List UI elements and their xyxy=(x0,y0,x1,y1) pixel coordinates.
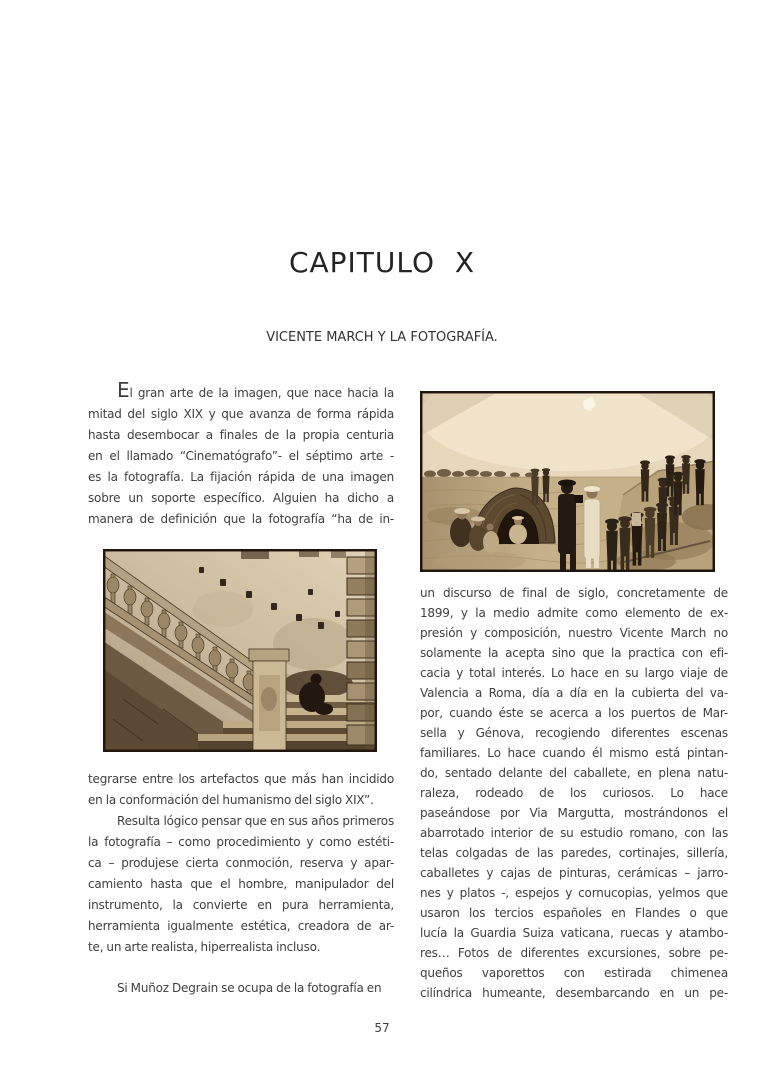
text-line: un discurso de final de siglo, concretamente de xyxy=(420,586,728,600)
text-line: raleza, rodeado de los curiosos. Lo hace xyxy=(420,786,728,800)
staircase-photo-art xyxy=(103,549,377,752)
text-line: res… Fotos de diferentes excursiones, sobre pe- xyxy=(420,946,728,960)
text-line: caballetes y cajas de pinturas, cerámicas – jarro- xyxy=(420,866,728,880)
text-line: cacia y total interés. Lo hace en su largo viaje de xyxy=(420,666,728,680)
text-line: Si Muñoz Degrain se ocupa de la fotografía en xyxy=(117,981,382,995)
text-line: nes y platos -, espejos y cornucopias, yelmos que xyxy=(420,886,728,900)
text-line: Resulta lógico pensar que en sus años primeros xyxy=(117,814,394,828)
text-line: cilíndrica humeante, desembarcando en un pe- xyxy=(420,986,728,1000)
text-line: sobre un soporte específico. Alguien ha dicho a xyxy=(88,491,394,505)
text-line: queños vaporettos con estirada chimenea xyxy=(420,966,728,980)
staircase-photo xyxy=(103,549,377,752)
text-line: por, cuando éste se acerca a los puertos de Mar- xyxy=(420,706,728,720)
page-number: 57 xyxy=(374,1021,390,1035)
text-line: lucía la Guardia Suiza vaticana, ruecas y atambo- xyxy=(420,926,728,940)
drop-cap: E xyxy=(117,378,130,402)
text-line: manera de definición que la fotografía “ha de in- xyxy=(88,512,394,526)
text-line: abarrotado interior de su estudio romano, con las xyxy=(420,826,728,840)
chapter-subtitle: VICENTE MARCH Y LA FOTOGRAFÍA. xyxy=(266,330,498,345)
countryside-photo-art xyxy=(420,391,715,572)
text-line: en la conformación del humanismo del siglo XIX”. xyxy=(88,793,374,807)
text-line: 1899, y la medio admite como elemento de ex- xyxy=(420,606,728,620)
text-line: usaron los tercios españoles en Flandes o que xyxy=(420,906,728,920)
text-line: camiento hasta que el hombre, manipulador del xyxy=(88,877,394,891)
text-line: sella y Génova, recogiendo diferentes escenas xyxy=(420,726,728,740)
right-column-text xyxy=(420,583,728,1003)
text-line: hasta desembocar a finales de la propia centuria xyxy=(88,428,394,442)
text-line: instrumento, la convierte en pura herramienta, xyxy=(88,898,394,912)
left-column-paragraph-start xyxy=(88,378,394,530)
text-line: en el llamado “Cinematógrafo”- el séptimo arte - xyxy=(88,449,394,463)
text-line: Valencia a Roma, día a día en la cubierta del va- xyxy=(420,686,728,700)
text-line: presión y composición, nuestro Vicente March no xyxy=(420,626,728,640)
chapter-title: CAPITULO X xyxy=(288,246,476,279)
text-line: paseándose por Via Margutta, mostrándonos el xyxy=(420,806,728,820)
text-line: herramienta igualmente estética, creadora de ar- xyxy=(88,919,394,933)
text-line: la fotografía – como procedimiento y como estéti- xyxy=(88,835,394,849)
left-column-paragraph-continued xyxy=(88,769,394,999)
text-line xyxy=(88,378,394,404)
text-line: es la fotografía. La fijación rápida de una imagen xyxy=(88,470,394,484)
text-line: do, sentado delante del caballete, en plena natu- xyxy=(420,766,728,780)
text-line: solamente la acepta sino que la practica con efi- xyxy=(420,646,728,660)
text-line: mitad del siglo XIX y que avanza de forma rápida xyxy=(88,407,394,421)
countryside-group-photo xyxy=(420,391,715,572)
text-line-rest: l gran arte de la imagen, que nace hacia la xyxy=(129,386,394,400)
text-line: telas colgadas de las paredes, cortinajes, sillería, xyxy=(420,846,728,860)
text-line: ca – produjese cierta conmoción, reserva y apar- xyxy=(88,856,394,870)
text-line: familiares. Lo hace cuando él mismo está pintan- xyxy=(420,746,728,760)
text-line: tegrarse entre los artefactos que más han incidido xyxy=(88,772,394,786)
text-line: te, un arte realista, hiperrealista incluso. xyxy=(88,940,321,954)
